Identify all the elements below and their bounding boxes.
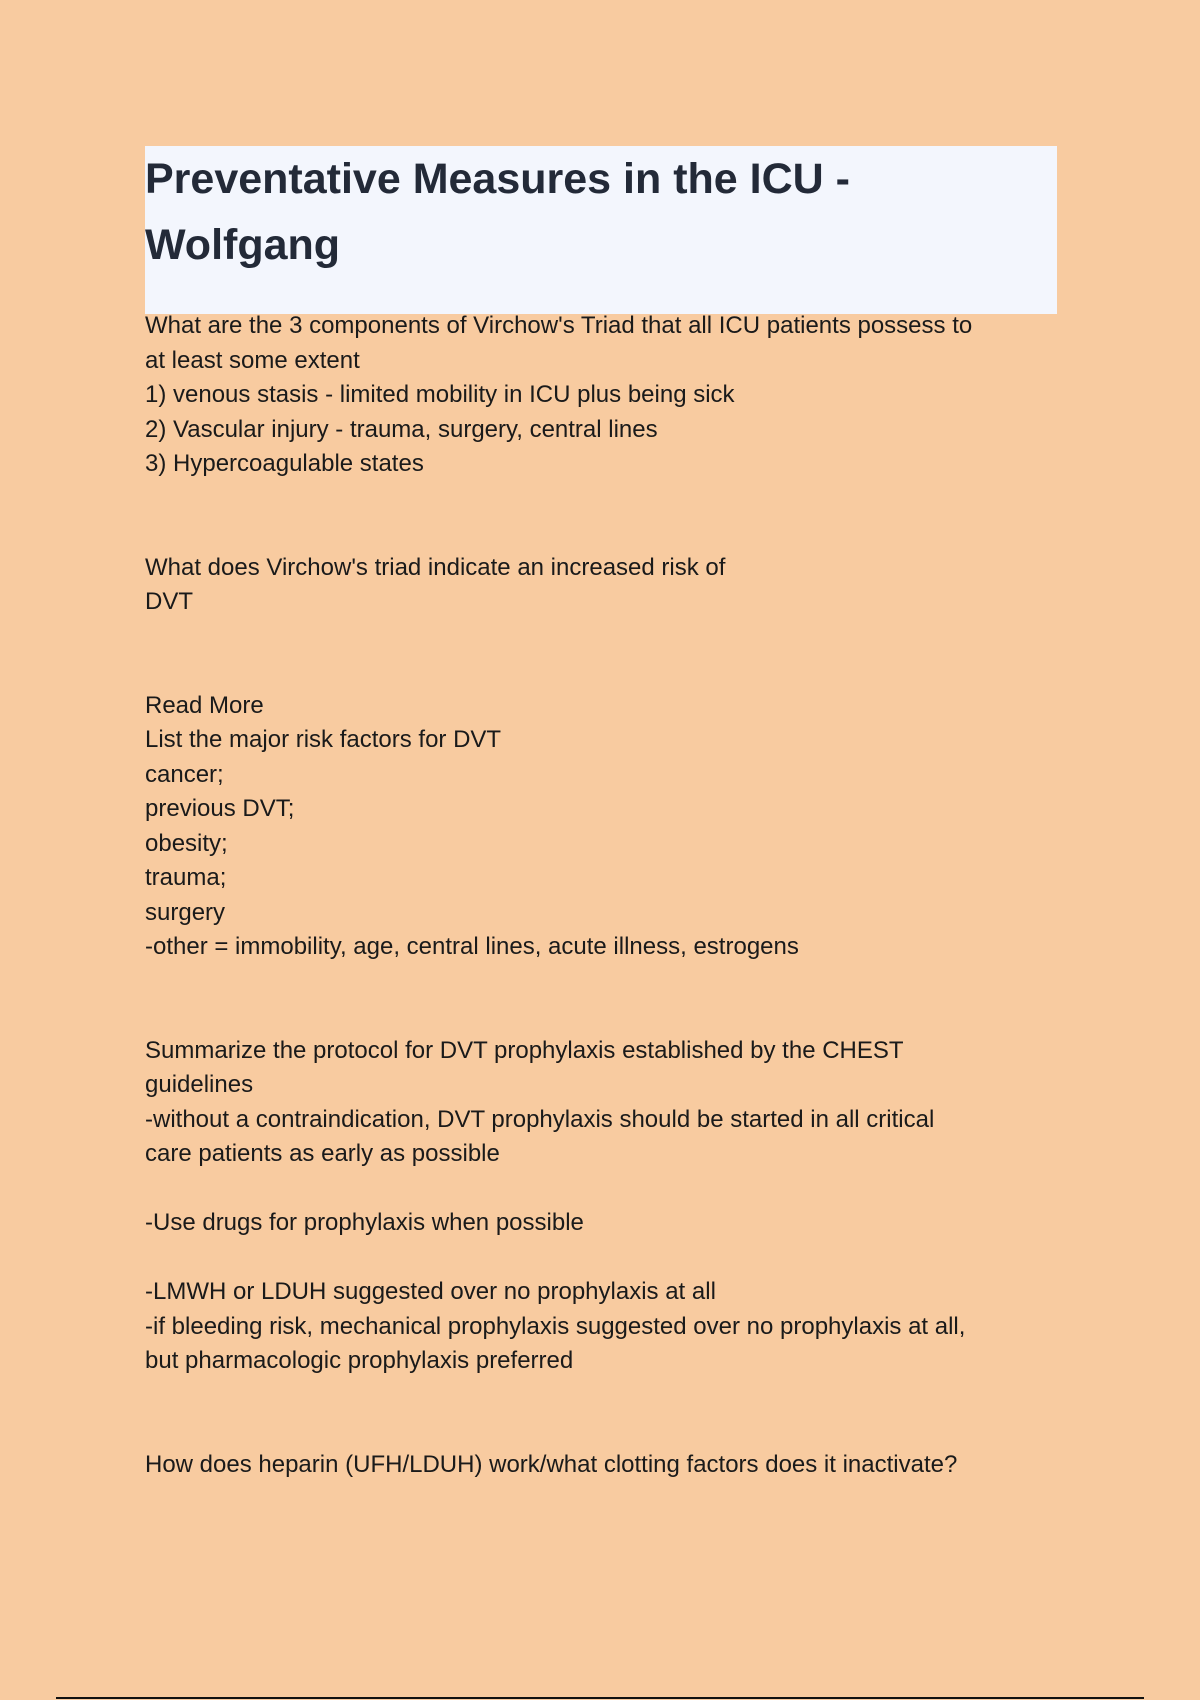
card-risk-factors xyxy=(145,723,1065,965)
spacer xyxy=(145,965,1065,1034)
answer-line: -LMWH or LDUH suggested over no prophylaxis at all xyxy=(145,1278,716,1305)
question-line: What are the 3 components of Virchow's Triad that all ICU patients possess to xyxy=(145,312,973,339)
card-virchow-risk xyxy=(145,551,1065,620)
answer-line: -other = immobility, age, central lines, acute illness, estrogens xyxy=(145,933,799,960)
answer-line: 2) Vascular injury - trauma, surgery, central lines xyxy=(145,415,658,443)
answer-line: DVT xyxy=(145,588,193,615)
card-virchow-components xyxy=(145,309,1065,482)
document-body xyxy=(145,309,1065,1482)
question-line: Summarize the protocol for DVT prophylaxis established by the CHEST xyxy=(145,1036,904,1064)
title-box xyxy=(145,146,1057,314)
answer-line: obesity; xyxy=(145,829,228,857)
answer-line: -without a contraindication, DVT prophylaxis should be started in all critical xyxy=(145,1105,935,1133)
spacer xyxy=(145,1241,1065,1276)
answer-line: -if bleeding risk, mechanical prophylaxis suggested over no prophylaxis at all, xyxy=(145,1312,966,1340)
page-title-line-2: Wolfgang xyxy=(145,221,341,269)
answer-line: cancer; xyxy=(145,760,224,788)
spacer xyxy=(145,620,1065,689)
spacer xyxy=(145,482,1065,551)
card-chest-guidelines xyxy=(145,1034,1065,1379)
question-line: What does Virchow's triad indicate an increased risk of xyxy=(145,553,726,581)
question-line: at least some extent xyxy=(145,346,360,374)
answer-line: trauma; xyxy=(145,864,227,891)
page-title xyxy=(145,146,1057,278)
answer-line: but pharmacologic prophylaxis preferred xyxy=(145,1347,574,1374)
answer-line: previous DVT; xyxy=(145,795,295,822)
answer-line: 1) venous stasis - limited mobility in ICU plus being sick xyxy=(145,381,735,408)
read-more-link[interactable]: Read More xyxy=(145,691,264,719)
question-line: How does heparin (UFH/LDUH) work/what clotting factors does it inactivate? xyxy=(145,1450,958,1478)
page-title-line-1: Preventative Measures in the ICU - xyxy=(145,155,850,203)
spacer xyxy=(145,1172,1065,1207)
spacer xyxy=(145,1379,1065,1448)
question-line: guidelines xyxy=(145,1071,254,1098)
answer-line: surgery xyxy=(145,898,226,926)
page-bottom-rule xyxy=(56,1697,1144,1699)
answer-line: -Use drugs for prophylaxis when possible xyxy=(145,1209,584,1236)
answer-line: 3) Hypercoagulable states xyxy=(145,450,424,477)
answer-line: care patients as early as possible xyxy=(145,1140,500,1167)
card-heparin xyxy=(145,1448,1065,1483)
question-line: List the major risk factors for DVT xyxy=(145,726,502,753)
